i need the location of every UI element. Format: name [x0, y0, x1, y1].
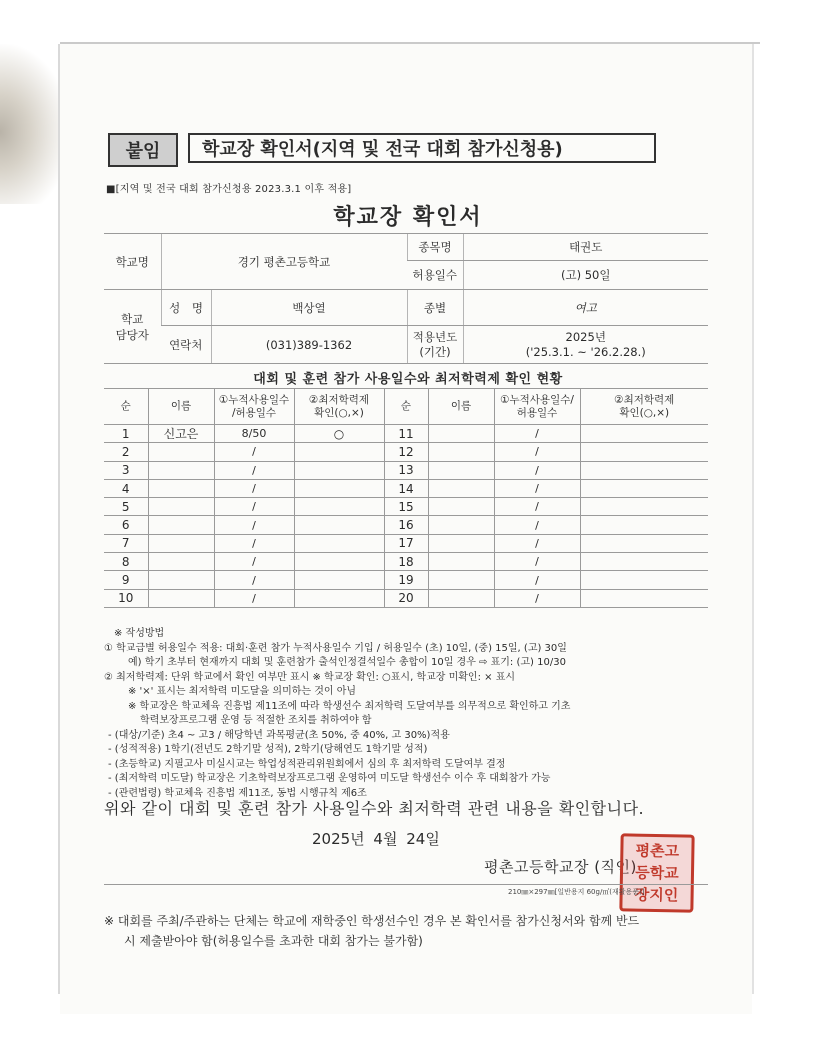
row-number-cell: 5: [104, 498, 148, 516]
used-days-cell: /: [494, 534, 580, 552]
row-number-cell: 14: [384, 479, 428, 497]
header-days-right: ①누적사용일수/ 허용일수: [494, 389, 580, 425]
instruction-min-academic: ② 최저학력제: 단위 학교에서 확인 여부만 표시 ※ 학교장 확인: ○표시, 학교장 미확인: × 표시: [104, 671, 516, 683]
footer-note-line2: 시 제출받아야 함(허용일수를 초과한 대회 참가는 불가함): [124, 934, 423, 948]
used-days-cell: /: [214, 571, 294, 589]
header-no-right: 순: [384, 389, 428, 425]
instruction-allowed-days: ① 학교급별 허용일수 적용: 대회·훈련 참가 누적사용일수 기입 / 허용일수 (초) 10일, (중) 15일, (고) 30일: [104, 642, 567, 654]
used-days-cell: /: [494, 425, 580, 443]
contact-value: (031)389-1362: [211, 326, 407, 364]
student-name-cell: [428, 534, 494, 552]
manager-label: 학교 담당자: [104, 290, 161, 364]
row-number-cell: 1: [104, 425, 148, 443]
instructions-heading: ※ 작성방법: [114, 628, 165, 639]
application-note: ■[지역 및 전국 대회 참가신청용 2023.3.1 이후 적용]: [106, 184, 352, 195]
row-number-cell: 3: [104, 461, 148, 479]
row-number-cell: 7: [104, 534, 148, 552]
table-row: [104, 425, 708, 443]
event-value: 태권도: [463, 234, 708, 261]
row-number-cell: 8: [104, 553, 148, 571]
student-name-cell: [428, 589, 494, 607]
page-right-edge: [752, 44, 754, 994]
row-number-cell: 10: [104, 589, 148, 607]
academic-check-cell: [294, 498, 384, 516]
academic-check-cell: [294, 589, 384, 607]
issue-date: 2025년 4월 24일: [312, 830, 440, 848]
page-title: 학교장 확인서: [333, 205, 483, 230]
instruction-law: - (관련법령) 학교체육 진흥법 제11조, 동법 시행규칙 제6조: [108, 787, 367, 799]
used-days-cell: /: [494, 571, 580, 589]
academic-check-cell: [294, 479, 384, 497]
used-days-cell: /: [214, 553, 294, 571]
table-row: [104, 589, 708, 607]
status-title: 대회 및 훈련 참가 사용일수와 최저학력제 확인 현황: [253, 372, 563, 387]
student-name-cell: [428, 553, 494, 571]
footer-note-line1: ※ 대회를 주최/주관하는 단체는 학교에 재학중인 학생선수인 경우 본 확인서를 참가신청서와 함께 반드: [104, 914, 640, 928]
year-value: [463, 326, 708, 364]
seal-text-2: 등학교: [635, 863, 679, 883]
footer-note: [104, 911, 724, 951]
student-name-cell: [148, 461, 214, 479]
student-name-cell: [148, 534, 214, 552]
row-number-cell: 16: [384, 516, 428, 534]
scan-top-margin: [0, 0, 816, 44]
academic-check-cell: ○: [294, 425, 384, 443]
academic-check-cell: [580, 589, 708, 607]
header-days: ①누적사용일수 /허용일수: [214, 389, 294, 425]
writing-instructions: [104, 627, 724, 801]
student-name-cell: [428, 479, 494, 497]
header-name-right: 이름: [428, 389, 494, 425]
academic-check-cell: [294, 516, 384, 534]
seal-text-3: 장지인: [634, 885, 679, 905]
paper-spec: 210㎜×297㎜[일반용지 60g/㎡(재활용품)]: [508, 888, 645, 896]
student-name-cell: [148, 479, 214, 497]
used-days-cell: /: [214, 461, 294, 479]
academic-check-cell: [294, 443, 384, 461]
academic-check-cell: [580, 479, 708, 497]
header-check: ②최저학력제 확인(○,×): [294, 389, 384, 425]
row-number-cell: 6: [104, 516, 148, 534]
period-text: ('25.3.1. ~ '26.2.28.): [525, 344, 646, 359]
principal-signature: 평촌고등학교장 (직인): [484, 858, 637, 876]
row-number-cell: 15: [384, 498, 428, 516]
student-name-cell: [428, 516, 494, 534]
table-row: [104, 534, 708, 552]
academic-check-cell: [580, 443, 708, 461]
row-number-cell: 17: [384, 534, 428, 552]
instruction-example: 예) 학기 초부터 현재까지 대회 및 훈련참가 출석인정결석일수 총합이 10일 경우 ⇨ 표기: (고) 10/30: [128, 657, 566, 668]
student-name-cell: [148, 516, 214, 534]
table-row: [104, 479, 708, 497]
student-name-cell: [148, 553, 214, 571]
footer-divider: [104, 884, 708, 885]
used-days-cell: /: [494, 461, 580, 479]
table-row: [104, 553, 708, 571]
gender-label: 종별: [407, 290, 463, 326]
used-days-cell: /: [494, 443, 580, 461]
academic-check-cell: [294, 534, 384, 552]
school-info-table: [104, 233, 708, 364]
student-name-cell: [428, 498, 494, 516]
used-days-cell: /: [494, 589, 580, 607]
header-no: 순: [104, 389, 148, 425]
allowed-days-value: (고) 50일: [463, 261, 708, 290]
student-name-cell: [428, 425, 494, 443]
school-name-label: 학교명: [104, 234, 161, 290]
academic-check-cell: [580, 534, 708, 552]
student-name-cell: [148, 498, 214, 516]
instruction-x-mark: ※ '×' 표시는 최저학력 미도달을 의미하는 것이 아님: [128, 686, 357, 697]
confirmation-statement: 위와 같이 대회 및 훈련 참가 사용일수와 최저학력 관련 내용을 확인합니다.: [104, 799, 645, 818]
status-table: [104, 388, 708, 608]
attachment-tag: 붙임: [108, 133, 178, 167]
allowed-days-label: 허용일수: [407, 261, 463, 290]
academic-check-cell: [294, 461, 384, 479]
student-name-cell: [428, 571, 494, 589]
instruction-grades: - (성적적용) 1학기(전년도 2학기말 성적), 2학기(당해연도 1학기말 성적): [108, 744, 428, 755]
used-days-cell: /: [214, 498, 294, 516]
table-row: [104, 516, 708, 534]
academic-check-cell: [580, 553, 708, 571]
table-row: [104, 461, 708, 479]
used-days-cell: /: [494, 516, 580, 534]
student-name-cell: [428, 443, 494, 461]
header-check-right: ②최저학력제 확인(○,×): [580, 389, 708, 425]
attachment-title: 학교장 확인서(지역 및 전국 대회 참가신청용): [188, 133, 656, 163]
manager-name-value: 백상열: [211, 290, 407, 326]
used-days-cell: /: [214, 589, 294, 607]
official-seal: [619, 833, 694, 912]
row-number-cell: 4: [104, 479, 148, 497]
instruction-principal-duty: ※ 학교장은 학교체육 진흥법 제11조에 따라 학생선수 최저학력 도달여부를 의무적으로 확인하고 기초: [128, 700, 571, 712]
gender-value: 여고: [463, 290, 708, 326]
table-row: [104, 571, 708, 589]
instruction-principal-duty-cont: 학력보장프로그램 운영 등 적절한 조치를 취하여야 함: [140, 715, 372, 726]
row-number-cell: 20: [384, 589, 428, 607]
row-number-cell: 18: [384, 553, 428, 571]
event-label: 종목명: [407, 234, 463, 261]
used-days-cell: /: [214, 516, 294, 534]
year-label: 적용년도 (기간): [407, 326, 463, 364]
academic-check-cell: [580, 516, 708, 534]
table-row: [104, 443, 708, 461]
row-number-cell: 13: [384, 461, 428, 479]
table-row: [104, 498, 708, 516]
student-name-cell: [148, 589, 214, 607]
year-text: 2025년: [565, 329, 606, 344]
used-days-cell: /: [214, 443, 294, 461]
row-number-cell: 9: [104, 571, 148, 589]
academic-check-cell: [580, 461, 708, 479]
used-days-cell: 8/50: [214, 425, 294, 443]
academic-check-cell: [294, 571, 384, 589]
manager-name-label: 성 명: [161, 290, 211, 326]
header-name: 이름: [148, 389, 214, 425]
student-name-cell: [148, 571, 214, 589]
used-days-cell: /: [494, 498, 580, 516]
instruction-elementary: - (초등학교) 지필고사 미실시교는 학업성적관리위원회에서 심의 후 최저학력 도달여부 결정: [108, 758, 506, 770]
used-days-cell: /: [494, 479, 580, 497]
row-number-cell: 2: [104, 443, 148, 461]
academic-check-cell: [294, 553, 384, 571]
used-days-cell: /: [214, 534, 294, 552]
row-number-cell: 11: [384, 425, 428, 443]
instruction-not-reached: - (최저학력 미도달) 학교장은 기초학력보장프로그램 운영하여 미도달 학생선수 이수 후 대회참가 가능: [108, 773, 551, 784]
row-number-cell: 12: [384, 443, 428, 461]
school-name-value: 경기 평촌고등학교: [161, 234, 407, 290]
instruction-target: - (대상/기준) 초4 ~ 고3 / 해당학년 과목평균(초 50%, 중 40%, 고 30%)적용: [108, 729, 450, 741]
academic-check-cell: [580, 571, 708, 589]
academic-check-cell: [580, 498, 708, 516]
academic-check-cell: [580, 425, 708, 443]
seal-text-1: 평촌고: [635, 841, 680, 861]
row-number-cell: 19: [384, 571, 428, 589]
student-name-cell: [428, 461, 494, 479]
student-name-cell: 신고은: [148, 425, 214, 443]
contact-label: 연락처: [161, 326, 211, 364]
used-days-cell: /: [494, 553, 580, 571]
page-left-edge: [58, 44, 60, 994]
used-days-cell: /: [214, 479, 294, 497]
student-name-cell: [148, 443, 214, 461]
